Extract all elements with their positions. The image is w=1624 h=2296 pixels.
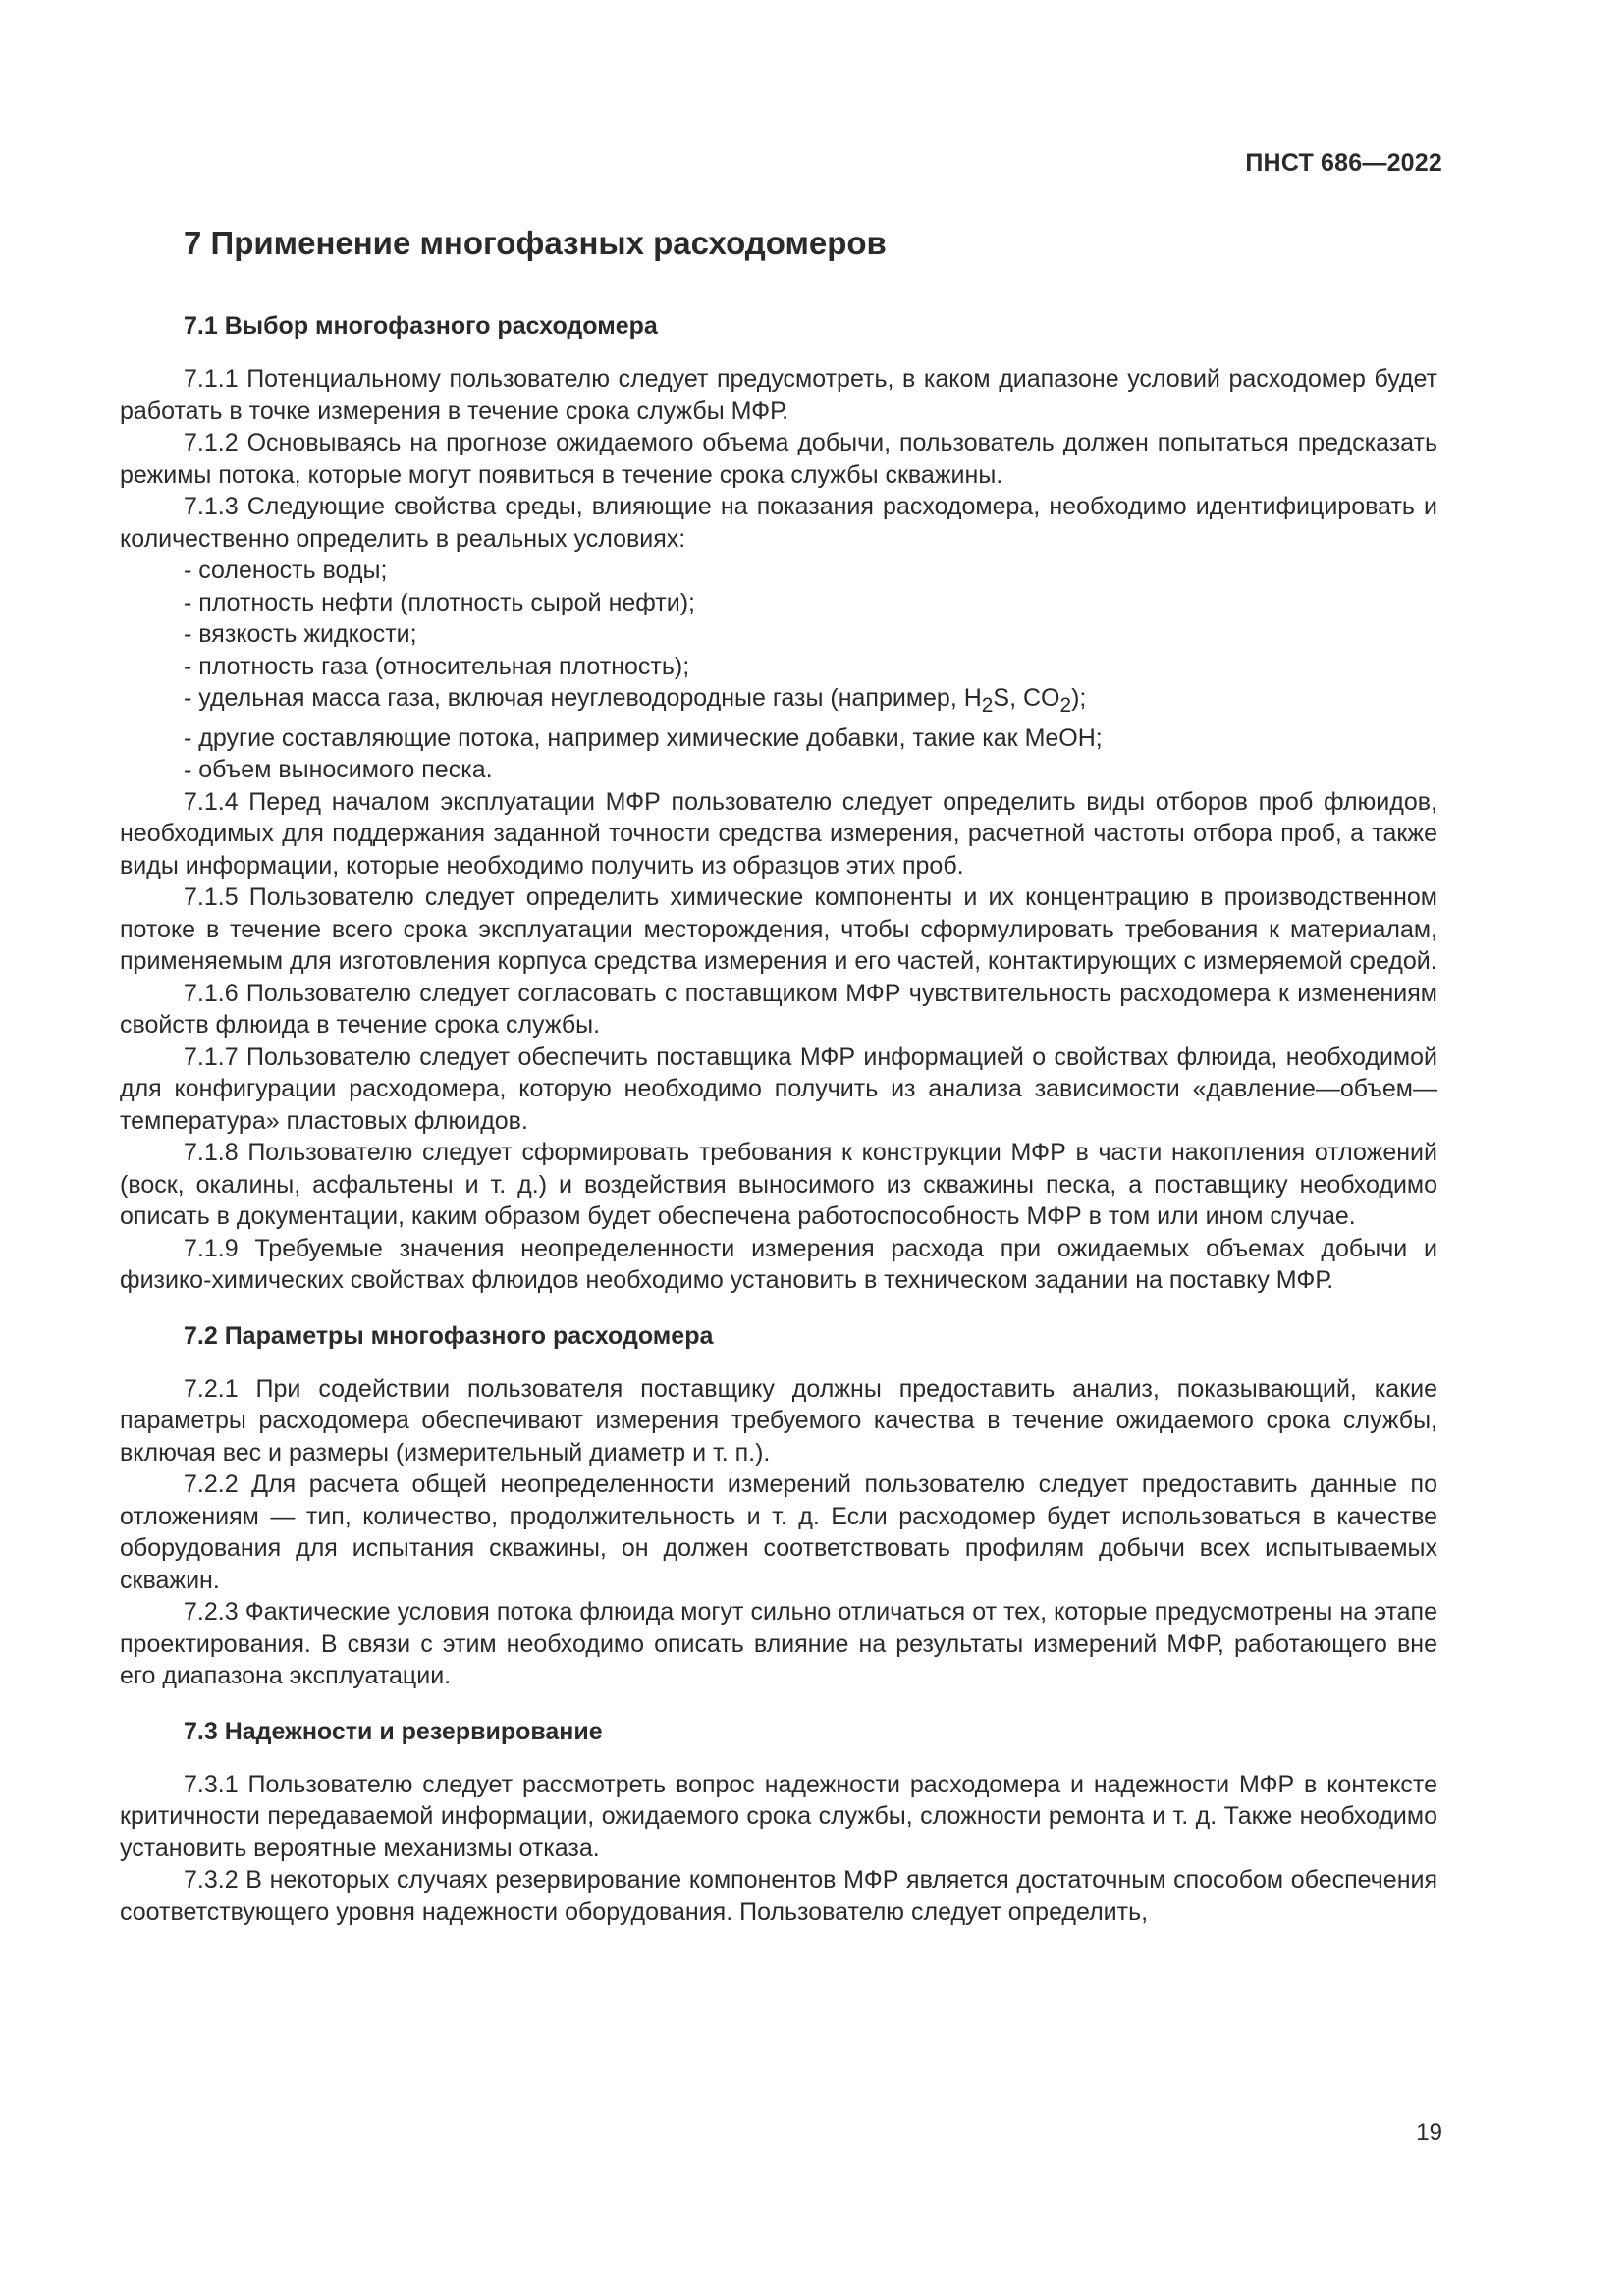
paragraph-7-1-1: 7.1.1 Потенциальному пользователю следует предусмотреть, в каком диапазоне условий расходомер будет работать в точке измерения в течение срока службы МФР. [120,365,1437,425]
properties-list [120,555,1437,786]
paragraph-7-1-6: 7.1.6 Пользователю следует согласовать с поставщиком МФР чувствительность расходомера к изменениям свойств флюида в течение срока службы. [120,979,1437,1039]
list-item: - другие составляющие потока, например химические добавки, такие как MeOH; [184,722,1437,755]
subsection-7-1-title: 7.1 Выбор многофазного расходомера [184,312,658,340]
formula-end: ); [1071,684,1087,712]
paragraph-7-2-3: 7.2.3 Фактические условия потока флюида могут сильно отличаться от тех, которые предусмотрены на этапе проектирования. В связи с этим необходимо описать влияние на результаты измерений МФР, работающего вне его диапазона эксплуатации. [120,1598,1437,1689]
list-item-gas-mass [184,682,1437,722]
document-body [120,224,1437,1928]
subsection-7-2-title: 7.2 Параметры многофазного расходомера [184,1321,714,1350]
paragraph-7-1-4: 7.1.4 Перед началом эксплуатации МФР пользователю следует определить виды отборов проб флюидов, необходимых для поддержания заданной точности средства измерения, расчетной частоты отбора проб, а также виды информации, которые необходимо получить из образцов этих проб. [120,787,1437,880]
formula-sub: 2 [981,694,994,717]
page-number: 19 [1416,2119,1442,2146]
list-item-text: удельная масса газа, включая неуглеводородные газы (например, [198,684,957,712]
paragraph-7-1-2: 7.1.2 Основываясь на прогнозе ожидаемого объема добычи, пользователь должен попытаться предсказать режимы потока, которые могут появиться в течение срока службы скважины. [120,429,1437,489]
list-item: - плотность газа (относительная плотность); [184,651,1437,683]
list-item: - объем выносимого песка. [184,754,1437,786]
document-header-code: ПНСТ 686—2022 [1245,149,1442,177]
paragraph-7-2-1: 7.2.1 При содействии пользователя поставщику должны предоставить анализ, показывающий, какие параметры расходомера обеспечивают измерения требуемого качества в течение ожидаемого срока службы, включая вес и размеры (измерительный диаметр и т. п.). [120,1374,1437,1467]
list-item: - вязкость жидкости; [184,618,1437,651]
paragraph-7-1-8: 7.1.8 Пользователю следует сформировать требования к конструкции МФР в части накопления отложений (воск, окалины, асфальтены и т. д.) и воздействия выносимого из скважины песка, а поставщику необходимо описать в документации, каким образом будет обеспечена работоспособность МФР в том или ином случае. [120,1139,1437,1230]
formula-s-co: S, CO [993,684,1060,712]
paragraph-7-1-7: 7.1.7 Пользователю следует обеспечить поставщика МФР информацией о свойствах флюида, необходимой для конфигурации расходомера, которую необходимо получить из анализа зависимости «давление—объем—температура» пластовых флюидов. [120,1042,1437,1135]
list-item: - соленость воды; [184,555,1437,587]
formula-h: H [963,684,982,712]
paragraph-7-3-2: 7.3.2 В некоторых случаях резервирование компонентов МФР является достаточным способом обеспечения соответствующего уровня надежности оборудования. Пользователю следует определить, [120,1866,1437,1926]
paragraph-7-1-9: 7.1.9 Требуемые значения неопределенности измерения расхода при ожидаемых объемах добычи и физико-химических свойствах флюидов необходимо установить в техническом задании на поставку МФР. [120,1234,1437,1294]
section-7-title: 7 Применение многофазных расходомеров [184,225,887,261]
paragraph-7-1-3: 7.1.3 Следующие свойства среды, влияющие на показания расходомера, необходимо идентифицировать и количественно определить в реальных условиях: [120,493,1437,553]
list-item: - плотность нефти (плотность сырой нефти); [184,587,1437,619]
paragraph-7-3-1: 7.3.1 Пользователю следует рассмотреть вопрос надежности расходомера и надежности МФР в контексте критичности передаваемой информации, ожидаемого срока службы, сложности ремонта и т. д. Также необходимо установить вероятные механизмы отказа. [120,1770,1437,1862]
subsection-7-3-title: 7.3 Надежности и резервирование [184,1717,603,1745]
paragraph-7-1-5: 7.1.5 Пользователю следует определить химические компоненты и их концентрацию в производственном потоке в течение всего срока эксплуатации месторождения, чтобы сформулировать требования к материалам, применяемым для изготовления корпуса средства измерения и его частей, контактирующих с измеряемой средой. [120,883,1437,975]
formula-sub: 2 [1059,694,1072,717]
paragraph-7-2-2: 7.2.2 Для расчета общей неопределенности измерений пользователю следует предоставить данные по отложениям — тип, количество, продолжительность и т. д. Если расходомер будет использоваться в качестве оборудования для испытания скважины, он должен соответствовать профилям добычи всех испытываемых скважин. [120,1470,1437,1594]
